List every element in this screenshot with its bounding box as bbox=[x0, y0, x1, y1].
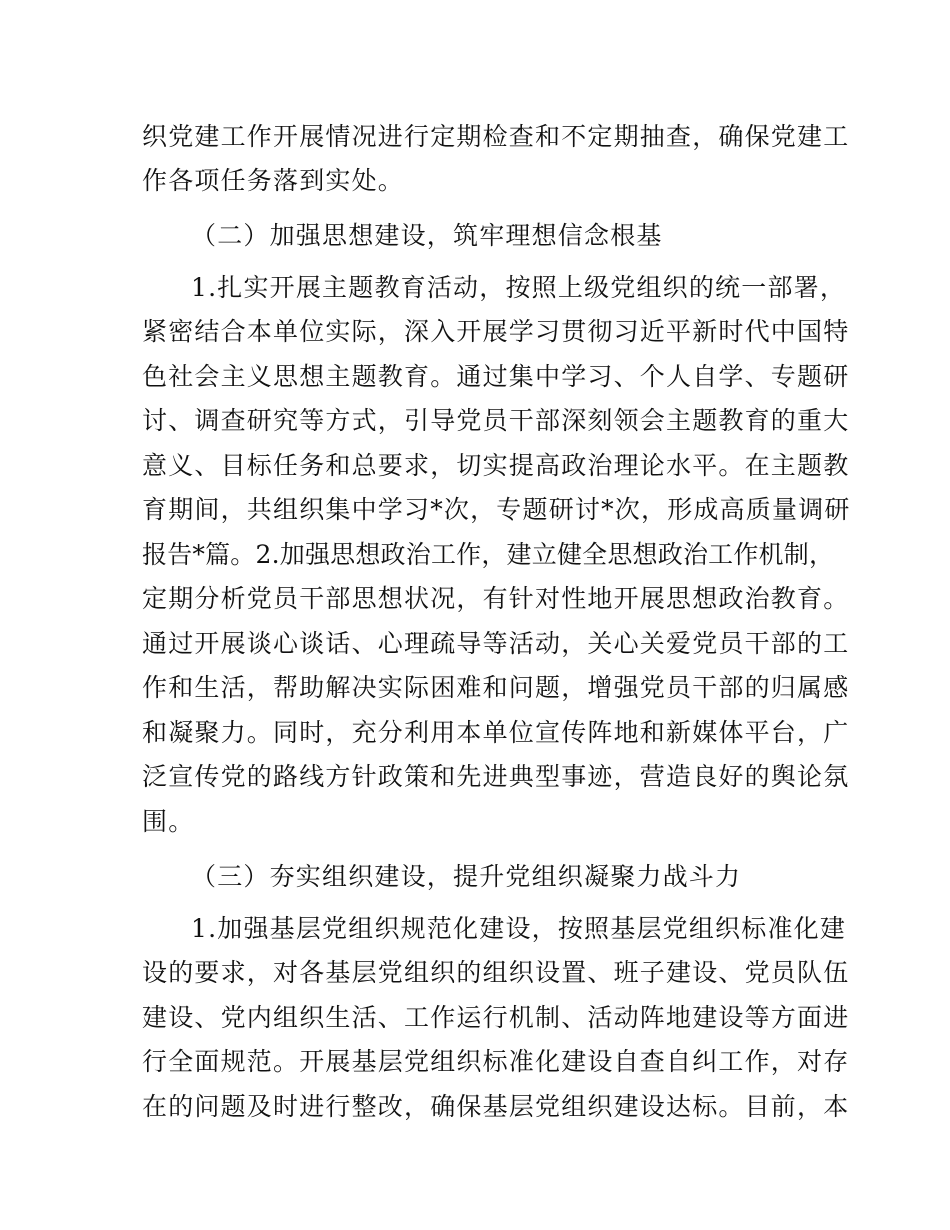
text-line: 和凝聚力。同时，充分利用本单位宣传阵地和新媒体平台，广 bbox=[142, 718, 850, 747]
text-line: 泛宣传党的路线方针政策和先进典型事迹，营造良好的舆论氛 bbox=[142, 762, 850, 791]
section-heading: （二）加强思想建设，筑牢理想信念根基 bbox=[191, 221, 663, 250]
text-line: 1.扎实开展主题教育活动，按照上级党组织的统一部署， bbox=[191, 273, 847, 302]
text-line: 行全面规范。开展基层党组织标准化建设自查自纠工作，对存 bbox=[142, 1047, 850, 1076]
text-line: 织党建工作开展情况进行定期检查和不定期抽查，确保党建工 bbox=[142, 122, 850, 151]
text-line: 讨、调查研究等方式，引导党员干部深刻领会主题教育的重大 bbox=[142, 406, 850, 435]
text-line: 育期间，共组织集中学习*次，专题研讨*次，形成高质量调研 bbox=[142, 495, 851, 524]
text-line: 紧密结合本单位实际，深入开展学习贯彻习近平新时代中国特 bbox=[142, 317, 850, 346]
text-line: 定期分析党员干部思想状况，有针对性地开展思想政治教育。 bbox=[142, 584, 850, 613]
section-heading: （三）夯实组织建设，提升党组织凝聚力战斗力 bbox=[191, 862, 742, 891]
text-line: 色社会主义思想主题教育。通过集中学习、个人自学、专题研 bbox=[142, 362, 850, 391]
text-line: 围。 bbox=[142, 807, 195, 836]
text-line: 报告*篇。2.加强思想政治工作，建立健全思想政治工作机制， bbox=[142, 540, 835, 569]
text-line: 作各项任务落到实处。 bbox=[142, 166, 405, 195]
text-line: 通过开展谈心谈话、心理疏导等活动，关心关爱党员干部的工 bbox=[142, 629, 850, 658]
text-line: 建设、党内组织生活、工作运行机制、活动阵地建设等方面进 bbox=[142, 1003, 850, 1032]
text-line: 1.加强基层党组织规范化建设，按照基层党组织标准化建 bbox=[191, 914, 847, 943]
text-line: 设的要求，对各基层党组织的组织设置、班子建设、党员队伍 bbox=[142, 958, 850, 987]
text-line: 作和生活，帮助解决实际困难和问题，增强党员干部的归属感 bbox=[142, 673, 850, 702]
text-line: 意义、目标任务和总要求，切实提高政治理论水平。在主题教 bbox=[142, 451, 850, 480]
text-line: 在的问题及时进行整改，确保基层党组织建设达标。目前，本 bbox=[142, 1092, 850, 1121]
